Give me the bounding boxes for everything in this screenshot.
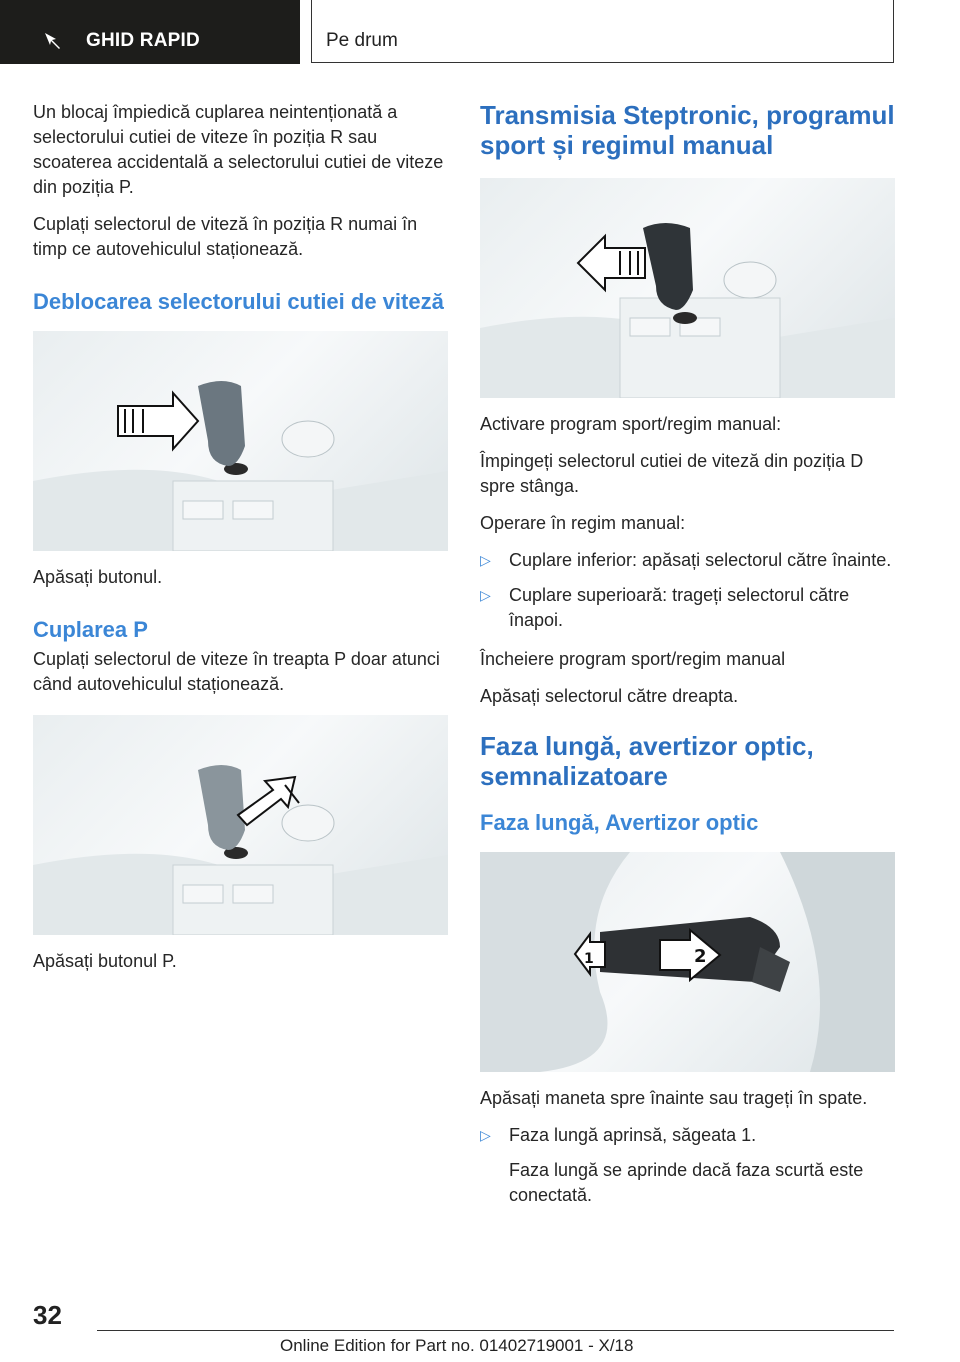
bullet-list (480, 1123, 898, 1148)
paragraph: Apăsați selectorul către dreapta. (480, 686, 739, 706)
heading-highbeam: Faza lungă, Avertizor optic (480, 810, 759, 835)
page-number: 32 (33, 1300, 62, 1330)
section-header (0, 0, 300, 64)
triangle-bullet-icon: ▷ (480, 587, 491, 603)
paragraph: Apăsați maneta spre înainte sau trageți în spate. (480, 1088, 868, 1108)
left-column (33, 100, 451, 986)
chapter-header (311, 0, 894, 63)
figure-park-button (33, 715, 448, 935)
footer-edition: Online Edition for Part no. 01402719001 - X/18 (280, 1336, 634, 1355)
section-title: GHID RAPID (86, 30, 200, 51)
footer-divider (97, 1330, 894, 1331)
figure-gear-selector-unlock (33, 331, 448, 551)
arrow-label-2: 2 (694, 946, 707, 967)
heading-park: Cuplarea P (33, 617, 148, 642)
paragraph: Activare program sport/regim manual: (480, 414, 782, 434)
paragraph: Împingeți selectorul cutiei de viteză din poziția D spre stânga. (480, 451, 864, 496)
caption: Apăsați butonul. (33, 567, 163, 587)
paragraph: Un blocaj împiedică cuplarea neintenționată a selectorului cutiei de viteze în poziția R sau scoaterea accidentală a selectorului cutiei de viteze din poziția P. (33, 102, 444, 197)
chapter-title: Pe drum (326, 30, 398, 51)
heading-lights: Faza lungă, avertizor optic, semnalizatoare (480, 731, 814, 791)
right-column (480, 100, 898, 1220)
paragraph: Faza lungă se aprinde dacă faza scurtă este conectată. (509, 1160, 864, 1205)
list-item: ▷ Cuplare inferior: apăsați selectorul către înainte. (480, 548, 898, 573)
triangle-bullet-icon: ▷ (480, 1127, 491, 1143)
heading-unlock: Deblocarea selectorului cutiei de viteză (33, 289, 444, 314)
paragraph: Operare în regim manual: (480, 513, 686, 533)
figure-steptronic (480, 178, 895, 398)
heading-steptronic: Transmisia Steptronic, programul sport și regimul manual (480, 100, 895, 160)
list-item: ▷ Cuplare superioară: trageți selectorul către înapoi. (480, 585, 850, 630)
paragraph: Încheiere program sport/regim manual (480, 649, 786, 669)
triangle-bullet-icon: ▷ (480, 552, 491, 568)
figure-turn-signal-lever (480, 852, 895, 1072)
paragraph: Cuplați selectorul de viteză în poziția R numai în timp ce autovehiculul staționează. (33, 214, 418, 259)
list-item: ▷ Faza lungă aprinsă, săgeata 1. (480, 1123, 898, 1148)
bullet-list (480, 548, 898, 633)
paragraph: Cuplați selectorul de viteze în treapta P doar atunci când autovehiculul staționează. (33, 649, 440, 694)
arrow-label-1: 1 (584, 951, 594, 967)
caption: Apăsați butonul P. (33, 951, 177, 971)
arrow-icon (42, 30, 64, 57)
